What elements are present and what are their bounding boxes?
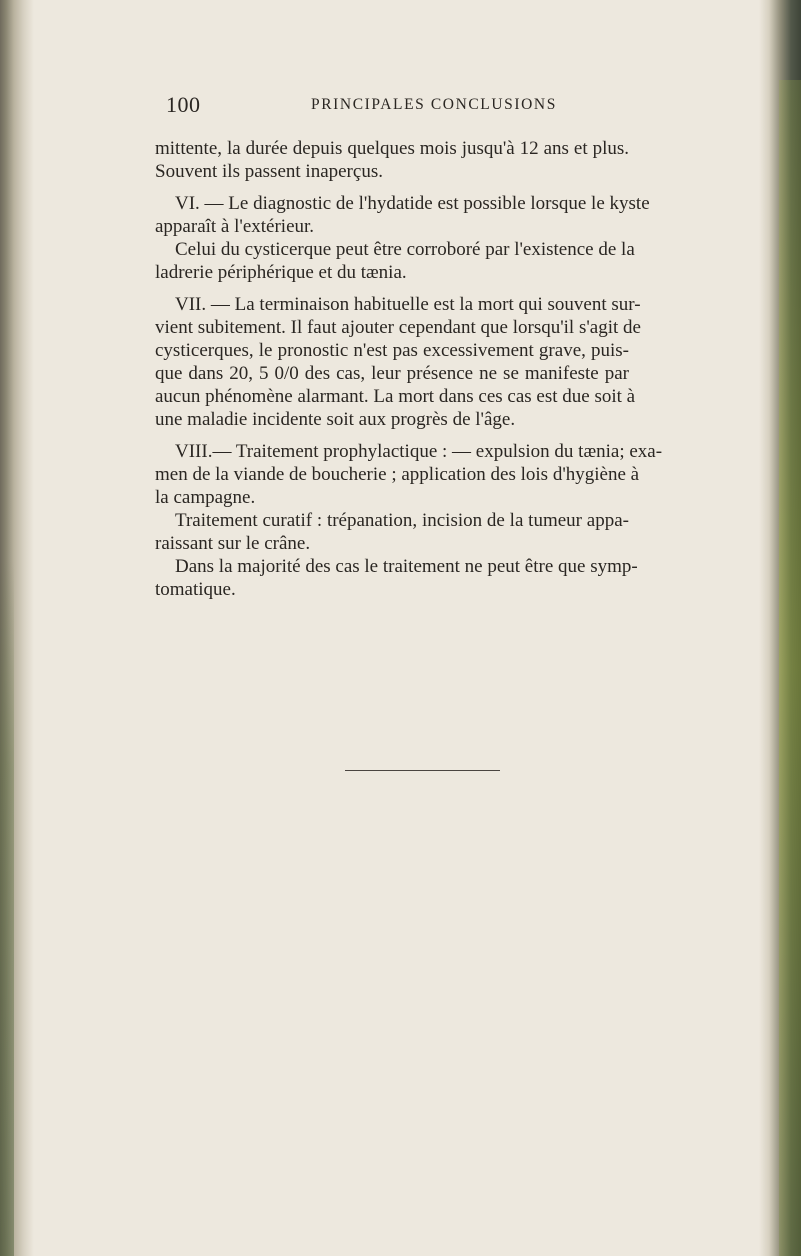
text-line: une maladie incidente soit aux progrès de l'âge. xyxy=(155,409,516,430)
text-line: cysticerques, le pronostic n'est pas excessivement grave, puis- xyxy=(155,340,629,361)
text-line: Dans la majorité des cas le traitement ne peut être que symp- xyxy=(175,556,638,577)
text-line: mittente, la durée depuis quelques mois jusqu'à 12 ans et plus. xyxy=(155,138,629,159)
text-line: ladrerie périphérique et du tænia. xyxy=(155,262,407,283)
text-line: vient subitement. Il faut ajouter cependant que lorsqu'il s'agit de xyxy=(155,317,641,338)
text-line: men de la viande de boucherie ; application des lois d'hygiène à xyxy=(155,464,640,485)
paragraph-continuation xyxy=(155,137,629,183)
text-line: Souvent ils passent inaperçus. xyxy=(155,161,383,182)
text-line: VII. — La terminaison habituelle est la mort qui souvent sur- xyxy=(175,294,641,315)
text-line: la campagne. xyxy=(155,487,256,508)
text-line: apparaît à l'extérieur. xyxy=(155,216,315,237)
end-rule xyxy=(345,770,500,771)
paragraph-vi xyxy=(155,192,650,284)
text-line: tomatique. xyxy=(155,579,236,600)
text-line: Traitement curatif : trépanation, incision de la tumeur appa- xyxy=(175,510,629,531)
text-line: aucun phénomène alarmant. La mort dans ces cas est due soit à xyxy=(155,386,636,407)
page-right-stain xyxy=(779,80,801,1256)
running-head: PRINCIPALES CONCLUSIONS xyxy=(311,96,557,113)
text-line: VIII.— Traitement prophylactique : — expulsion du tænia; exa- xyxy=(175,441,663,462)
page-number: 100 xyxy=(166,92,201,117)
paragraph-viii xyxy=(155,440,663,601)
text-line: VI. — Le diagnostic de l'hydatide est possible lorsque le kyste xyxy=(175,193,650,214)
text-line: raissant sur le crâne. xyxy=(155,533,311,554)
text-line: que dans 20, 5 0/0 des cas, leur présence ne se manifeste par xyxy=(155,363,629,384)
paragraph-vii xyxy=(155,293,641,431)
page-header xyxy=(166,92,586,122)
text-line: Celui du cysticerque peut être corroboré par l'existence de la xyxy=(175,239,635,260)
body-text xyxy=(155,137,663,610)
page-left-stain xyxy=(0,560,14,1256)
